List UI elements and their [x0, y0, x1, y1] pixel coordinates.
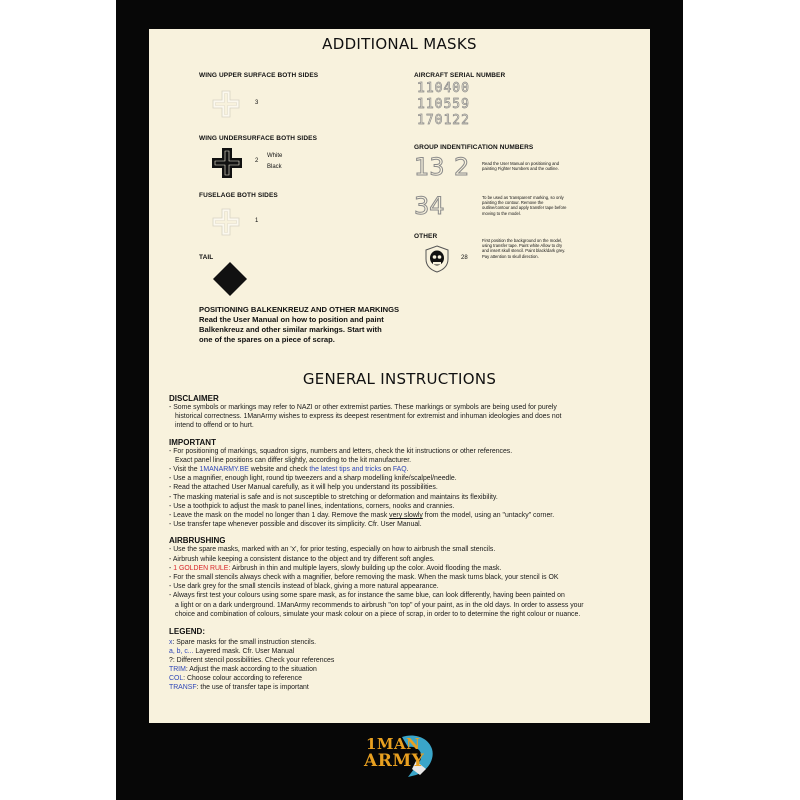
group-note: To be used as 'transparent' marking, so only painting the contour. Remove the outline/contour and apply transfer tape before moving to the model. [482, 195, 567, 216]
serial-number: 170122 [417, 113, 470, 128]
logo-text-army: ARMY [364, 751, 425, 771]
wing-under-label: WING UNDERSURFACE BOTH SIDES [199, 135, 318, 142]
important-line: - Use transfer tape whenever possible and discover its simplicity. Cfr. User Manual. [169, 521, 422, 529]
tips-link[interactable]: the latest tips and tricks [309, 466, 382, 474]
legend-key: a, b, c... [169, 648, 194, 656]
very-slowly-emphasis: very slowly [389, 512, 423, 520]
wing-under-count: 2 [255, 158, 259, 164]
serial-label: AIRCRAFT SERIAL NUMBER [414, 72, 506, 79]
group-number: 13 [414, 153, 445, 181]
airbrushing-line [169, 564, 639, 573]
wing-upper-count: 3 [255, 100, 259, 106]
legend-key: TRANSF [169, 684, 197, 692]
airbrushing-line: a light or on a dark underground. 1ManArmy recommends to airbrush "on top" of your paint, as in the old days. In order to assess your [175, 601, 584, 609]
balkenkreuz-outline-icon [211, 207, 241, 237]
tail-diamond-icon [212, 261, 248, 297]
airbrushing-line: - Airbrush while keeping a consistent distance to the object and try different soft angles. [169, 555, 435, 563]
important-line: - Read the attached User Manual carefully, as it will help you understand its possibilities. [169, 484, 438, 492]
disclaimer-line: historical correctness. 1ManArmy wishes to express its deepest resentment for extremist and inhuman ideologies and does not [175, 413, 562, 421]
important-line: - Use a magnifier, enough light, round tip tweezers and a sharp modelling knife/scalpel/needle. [169, 475, 457, 483]
serial-list [417, 81, 470, 129]
important-line [169, 511, 639, 520]
group-number: 2 [454, 153, 470, 181]
airbrushing-text: - [169, 564, 174, 572]
important-line: - For positioning of markings, squadron signs, numbers and letters, check the kit instructions or other references. [169, 447, 513, 455]
wing-upper-label: WING UPPER SURFACE BOTH SIDES [199, 72, 319, 79]
group-number: 34 [414, 192, 445, 220]
airbrushing-line: choice and combination of colours, simulate your mask colour on a piece of scrap, in order to to determine the right colour or nuance. [175, 610, 581, 618]
legend-item: ?: Different stencil possibilities. Check your references [169, 657, 335, 665]
important-heading: IMPORTANT [169, 437, 216, 447]
important-line: - Use a toothpick to adjust the mask to panel lines, indentations, corners, nooks and crannies. [169, 502, 455, 510]
airbrushing-line: - Use the spare masks, marked with an 'x', for prior testing, especially on how to airbrush the small stencils. [169, 546, 496, 554]
legend-key: x [169, 639, 173, 647]
airbrushing-line: - Always first test your colours using some spare mask, as for instance the same blue, can look differently, having been painted on [169, 592, 565, 600]
serial-number: 110400 [417, 81, 470, 96]
other-count: 28 [461, 255, 468, 261]
tail-label: TAIL [199, 254, 214, 261]
important-line [169, 465, 639, 474]
important-text: website and check [248, 466, 310, 474]
other-note: First position the background on the model, using transfer tape. Paint white Allow to dry and insert skull stencil. Paint black/dark grey. Pay attention to skull direction. [482, 238, 566, 259]
balkenkreuz-outline-icon [211, 89, 241, 119]
disclaimer-line: - Some symbols or markings may refer to NAZI or other extremist parties. These markings or symbols are being used for purely [169, 404, 557, 411]
legend-heading: LEGEND: [169, 627, 205, 637]
additional-masks-title: ADDITIONAL MASKS [322, 35, 477, 53]
fuselage-label: FUSELAGE BOTH SIDES [199, 192, 278, 199]
legend-key: TRIM [169, 666, 186, 674]
wing-under-color-white: White [267, 153, 283, 159]
airbrushing-line: - For the small stencils always check with a magnifier, before removing the mask. When the mask turns black, your stencil is OK [169, 574, 559, 582]
legend-item [169, 665, 639, 674]
website-link[interactable]: 1MANARMY.BE [199, 466, 249, 474]
airbrushing-text: Airbrush in thin and multiple layers, slowly building up the color. Avoid flooding the mask. [230, 564, 502, 572]
important-text: . [406, 466, 409, 474]
important-line: - The masking material is safe and is not susceptible to stretching or deformation and maintains its flexibility. [169, 493, 498, 501]
legend-text: : Choose colour according to reference [183, 675, 302, 683]
instruction-sheet [149, 29, 650, 723]
wing-under-color-black: Black [267, 164, 282, 170]
important-text: on [381, 466, 393, 474]
legend-text: : the use of transfer tape is important [196, 684, 309, 692]
positioning-line: Balkenkreuz and other similar markings. Start with [199, 325, 382, 334]
important-text: - Visit the [169, 466, 200, 474]
important-text: - Leave the mask on the model no longer than 1 day. Remove the mask [169, 512, 390, 520]
fuselage-count: 1 [255, 218, 259, 224]
instructions-body [169, 394, 639, 692]
legend-text: : Spare masks for the small instruction stencils. [172, 639, 317, 647]
important-text: from the model, using an "untacky" corner. [422, 512, 555, 520]
legend-item [169, 683, 639, 692]
legend-key: COL [169, 675, 184, 683]
group-note: Read the User Manual on positioning and painting Fighter Numbers and the outline. [482, 161, 560, 172]
balkenkreuz-black-icon [211, 147, 243, 179]
general-instructions-title: GENERAL INSTRUCTIONS [302, 370, 497, 388]
serial-number: 110559 [417, 97, 470, 112]
positioning-note [199, 305, 479, 345]
disclaimer-heading: DISCLAIMER [169, 394, 219, 403]
airbrushing-heading: AIRBRUSHING [169, 536, 226, 546]
positioning-line: one of the spares on a piece of scrap. [199, 335, 335, 344]
disclaimer-line: intend to offend or to hurt. [175, 422, 254, 430]
positioning-line: Read the User Manual on how to position and paint [199, 315, 384, 324]
legend-item [169, 638, 639, 647]
legend-text: Layered mask. Cfr. User Manual [193, 648, 295, 656]
legend-item [169, 647, 639, 656]
airbrushing-line: - Use dark grey for the small stencils instead of black, giving a more natural appearance. [169, 583, 439, 591]
other-label: OTHER [414, 233, 438, 240]
legend-item [169, 674, 639, 683]
group-label: GROUP INDENTIFICATION NUMBERS [414, 144, 534, 151]
positioning-heading: POSITIONING BALKENKREUZ AND OTHER MARKINGS [199, 305, 400, 314]
skull-emblem-icon [424, 245, 450, 273]
legend-text: : Adjust the mask according to the situation [185, 666, 317, 674]
1manarmy-logo-icon [362, 731, 442, 781]
logo-text-1man: 1MAN [366, 735, 421, 753]
important-line: Exact panel line positions can differ slightly, according to the kit manufacturer. [175, 456, 412, 464]
faq-link[interactable]: FAQ [392, 466, 407, 474]
golden-rule-label: 1 GOLDEN RULE: [173, 564, 231, 572]
